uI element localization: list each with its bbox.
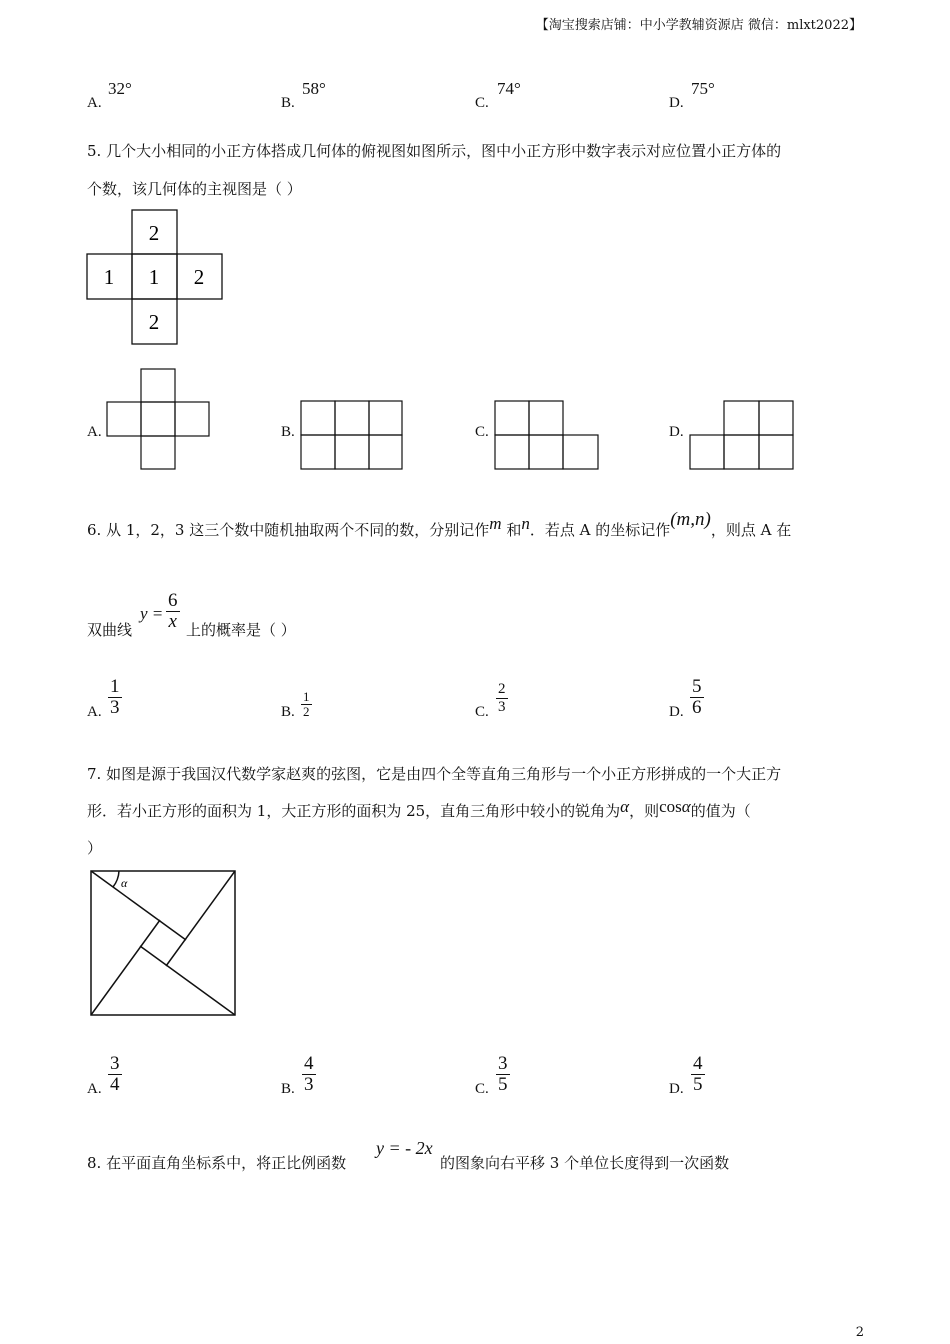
fraction-numerator: 3: [110, 1053, 120, 1074]
q6-hyperbola-fraction: [166, 591, 180, 633]
q6-text-b: ．若点 A 的坐标记作: [529, 521, 671, 539]
grid-cell-bottom: 2: [148, 310, 160, 334]
q4-option-b-value: 58°: [302, 79, 326, 98]
q6-text-c: ，则点 A 在: [710, 521, 792, 539]
q4-option-b-label: B.: [281, 95, 295, 111]
fraction-denominator: 5: [498, 1073, 508, 1095]
fraction-denominator: 3: [110, 696, 120, 718]
q7-cos: cos: [659, 797, 682, 816]
q4-option-c-label: C.: [475, 95, 489, 111]
q7-option-b-fraction: [302, 1054, 316, 1096]
q7-text-a: 形．若小正方形的面积为 1，大正方形的面积为 25，直角三角形中较小的锐角为: [87, 802, 621, 820]
q7-zhao-shuang-chord-diagram: [89, 869, 237, 1017]
q7-option-a-fraction: [108, 1054, 122, 1096]
q8-text-b: 的图象向右平移 3 个单位长度得到一次函数: [440, 1154, 730, 1172]
fraction-denominator: 5: [693, 1073, 703, 1095]
fraction-numerator: 5: [692, 676, 702, 697]
grid-cell-left: 1: [103, 265, 115, 289]
fraction-denominator: 3: [498, 698, 506, 715]
q6-text-a: 6. 从 1，2，3 这三个数中随机抽取两个不同的数，分别记作: [87, 521, 490, 539]
q7-option-c-fraction: [496, 1054, 510, 1096]
q6-option-d-label: D.: [669, 704, 684, 720]
q6-text-and: 和: [506, 521, 522, 539]
q7-option-a-label: A.: [87, 1081, 102, 1097]
q7-option-c-label: C.: [475, 1081, 489, 1097]
q7-cos-alpha: α: [681, 797, 691, 816]
q6-coord: (m,n): [670, 509, 711, 530]
q8-text-a: 8. 在平面直角坐标系中，将正比例函数: [87, 1154, 347, 1172]
q6-option-a-label: A.: [87, 704, 102, 720]
q5-option-c-label: C.: [475, 424, 489, 440]
q7-option-b-label: B.: [281, 1081, 295, 1097]
q6-option-a-fraction: [108, 677, 122, 719]
q6-text-line1: [87, 509, 792, 541]
q4-option-c-value: 74°: [497, 79, 521, 98]
q7-option-d-label: D.: [669, 1081, 684, 1097]
grid-cell-center: 1: [148, 265, 160, 289]
q7-text-line1: 7. 如图是源于我国汉代数学家赵爽的弦图，它是由四个全等直角三角形与一个小正方形拼成的一个大正方: [87, 765, 782, 783]
fraction-numerator: 1: [303, 689, 310, 704]
q5-top-view-grid: [86, 209, 224, 346]
q6-option-c-label: C.: [475, 704, 489, 720]
q5-text-line2: 个数，该几何体的主视图是（ ）: [87, 180, 302, 198]
q5-option-b-figure: [300, 400, 404, 471]
q4-option-a-label: A.: [87, 95, 102, 111]
q5-option-d-figure: [689, 400, 795, 471]
q7-text-line3: ）: [87, 839, 103, 857]
q4-option-a-value: 32°: [108, 79, 132, 98]
q7-text-c: 的值为（: [690, 802, 751, 820]
q6-option-d-fraction: [690, 677, 704, 719]
q5-option-b-label: B.: [281, 424, 295, 440]
q7-alpha: α: [620, 797, 630, 816]
q5-option-a-label: A.: [87, 424, 102, 440]
q4-option-d-value: 75°: [691, 79, 715, 98]
q5-text-line1: 5. 几个大小相同的小正方体搭成几何体的俯视图如图所示，图中小正方形中数字表示对应位置小正方体的: [87, 142, 782, 160]
grid-cell-top: 2: [148, 221, 160, 245]
q5-option-c-figure: [494, 400, 600, 471]
fraction-denominator: 6: [692, 696, 702, 718]
q4-option-d-label: D.: [669, 95, 684, 111]
fraction-numerator: 2: [498, 681, 506, 697]
q6-option-b-label: B.: [281, 704, 295, 720]
q5-option-a-figure: [105, 368, 211, 471]
page-number: 2: [855, 1325, 864, 1340]
q7-text-line2: [87, 797, 751, 822]
q7-option-d-fraction: [691, 1054, 705, 1096]
q5-option-d-label: D.: [669, 424, 684, 440]
q6-var-m: m: [489, 514, 502, 533]
q6-option-b-fraction: [301, 690, 312, 719]
page-header: 【淘宝搜索店铺：中小学教辅资源店 微信：mlxt2022】: [535, 18, 862, 33]
q6-var-n: n: [521, 514, 530, 533]
fraction-numerator: 1: [110, 676, 120, 697]
fraction-numerator: 6: [168, 590, 178, 611]
fraction-numerator: 4: [693, 1053, 703, 1074]
fraction-denominator: 4: [110, 1073, 120, 1095]
fraction-denominator: x: [168, 610, 177, 632]
q6-y-eq: y =: [140, 604, 164, 623]
q8-equation: y = - 2x: [376, 1138, 433, 1158]
q7-text-b: ，则: [629, 802, 660, 820]
fraction-numerator: 3: [498, 1053, 508, 1074]
q6-text-line2-b: 上的概率是（ ）: [186, 621, 296, 639]
fraction-denominator: 3: [304, 1073, 314, 1095]
angle-alpha-label: α: [121, 876, 128, 890]
fraction-numerator: 4: [304, 1053, 314, 1074]
q6-text-line2-a: 双曲线: [87, 621, 133, 639]
grid-cell-right: 2: [193, 265, 205, 289]
q6-option-c-fraction: [496, 682, 508, 715]
fraction-denominator: 2: [303, 703, 310, 719]
